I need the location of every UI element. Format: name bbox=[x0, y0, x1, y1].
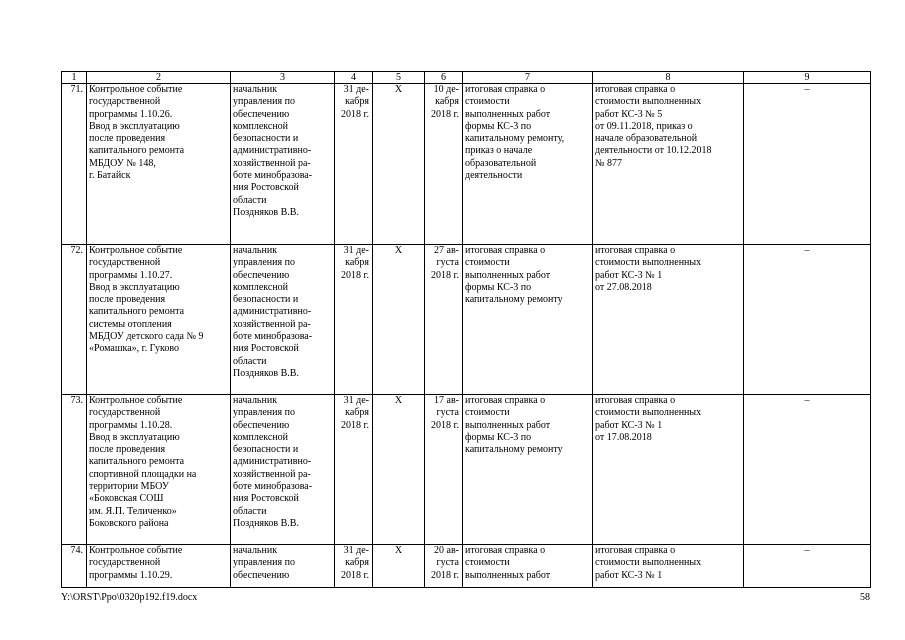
header-cell: 4 bbox=[335, 72, 373, 84]
header-row bbox=[62, 72, 871, 84]
event-cell: Контрольное событие государственной программы 1.10.29. bbox=[87, 545, 231, 588]
doc-fact-cell: итоговая справка о стоимости выполненных работ КС-3 № 1 от 17.08.2018 bbox=[593, 395, 744, 545]
row-number: 73. bbox=[62, 395, 87, 545]
doc-plan-cell: итоговая справка о стоимости выполненных работ формы КС-3 по капитальному ремонту bbox=[463, 395, 593, 545]
event-cell: Контрольное событие государственной программы 1.10.27. Ввод в эксплуатацию после проведения капитального ремонта системы отопления МБДОУ детского сада № 9 «Ромашка», г. Гуково bbox=[87, 245, 231, 395]
header-cell: 6 bbox=[425, 72, 463, 84]
header-cell: 7 bbox=[463, 72, 593, 84]
responsible-cell: начальник управления по обеспечению комплексной безопасности и административно- хозяйственной ра- боте минобразова- ния Ростовской области Поздняков В.В. bbox=[231, 84, 335, 245]
page-number: 58 bbox=[860, 592, 870, 603]
plan-date-cell: 31 де- кабря 2018 г. bbox=[335, 84, 373, 245]
event-cell: Контрольное событие государственной программы 1.10.28. Ввод в эксплуатацию после проведения капитального ремонта спортивной площадки на территории МБОУ «Боковская СОШ им. Я.П. Теличенко» Боковского района bbox=[87, 395, 231, 545]
doc-fact-cell: итоговая справка о стоимости выполненных работ КС-3 № 5 от 09.11.2018, приказ о начале образовательной деятельности от 10.12.2018 № 877 bbox=[593, 84, 744, 245]
table-row bbox=[62, 245, 871, 395]
plan-date-cell: 31 де- кабря 2018 г. bbox=[335, 245, 373, 395]
doc-plan-cell: итоговая справка о стоимости выполненных работ формы КС-3 по капитальному ремонту bbox=[463, 245, 593, 395]
plan-date-cell: 31 де- кабря 2018 г. bbox=[335, 545, 373, 588]
event-cell: Контрольное событие государственной программы 1.10.26. Ввод в эксплуатацию после проведения капитального ремонта МБДОУ № 148, г. Батайск bbox=[87, 84, 231, 245]
doc-plan-cell: итоговая справка о стоимости выполненных работ формы КС-3 по капитальному ремонту, приказ о начале образовательной деятельности bbox=[463, 84, 593, 245]
table-row bbox=[62, 545, 871, 588]
responsible-cell: начальник управления по обеспечению комплексной безопасности и административно- хозяйственной ра- боте минобразова- ния Ростовской области Поздняков В.В. bbox=[231, 395, 335, 545]
col9-cell: – bbox=[744, 84, 871, 245]
fact-date-cell: 10 де- кабря 2018 г. bbox=[425, 84, 463, 245]
row-number: 74. bbox=[62, 545, 87, 588]
col9-cell: – bbox=[744, 545, 871, 588]
header-cell: 3 bbox=[231, 72, 335, 84]
col5-cell: Х bbox=[373, 245, 425, 395]
file-path-footer: Y:\ORST\Ppo\0320p192.f19.docx bbox=[61, 592, 198, 603]
col9-cell: – bbox=[744, 245, 871, 395]
row-number: 71. bbox=[62, 84, 87, 245]
responsible-cell: начальник управления по обеспечению bbox=[231, 545, 335, 588]
col5-cell: Х bbox=[373, 545, 425, 588]
fact-date-cell: 27 ав- густа 2018 г. bbox=[425, 245, 463, 395]
fact-date-cell: 20 ав- густа 2018 г. bbox=[425, 545, 463, 588]
fact-date-cell: 17 ав- густа 2018 г. bbox=[425, 395, 463, 545]
row-number: 72. bbox=[62, 245, 87, 395]
col9-cell: – bbox=[744, 395, 871, 545]
header-cell: 5 bbox=[373, 72, 425, 84]
header-cell: 1 bbox=[62, 72, 87, 84]
doc-plan-cell: итоговая справка о стоимости выполненных работ bbox=[463, 545, 593, 588]
col5-cell: Х bbox=[373, 84, 425, 245]
plan-date-cell: 31 де- кабря 2018 г. bbox=[335, 395, 373, 545]
header-cell: 8 bbox=[593, 72, 744, 84]
doc-fact-cell: итоговая справка о стоимости выполненных работ КС-3 № 1 bbox=[593, 545, 744, 588]
header-cell: 2 bbox=[87, 72, 231, 84]
header-cell: 9 bbox=[744, 72, 871, 84]
table-row bbox=[62, 395, 871, 545]
responsible-cell: начальник управления по обеспечению комплексной безопасности и административно- хозяйственной ра- боте минобразова- ния Ростовской области Поздняков В.В. bbox=[231, 245, 335, 395]
events-table bbox=[61, 71, 871, 588]
table-row bbox=[62, 84, 871, 245]
col5-cell: Х bbox=[373, 395, 425, 545]
doc-fact-cell: итоговая справка о стоимости выполненных работ КС-3 № 1 от 27.08.2018 bbox=[593, 245, 744, 395]
